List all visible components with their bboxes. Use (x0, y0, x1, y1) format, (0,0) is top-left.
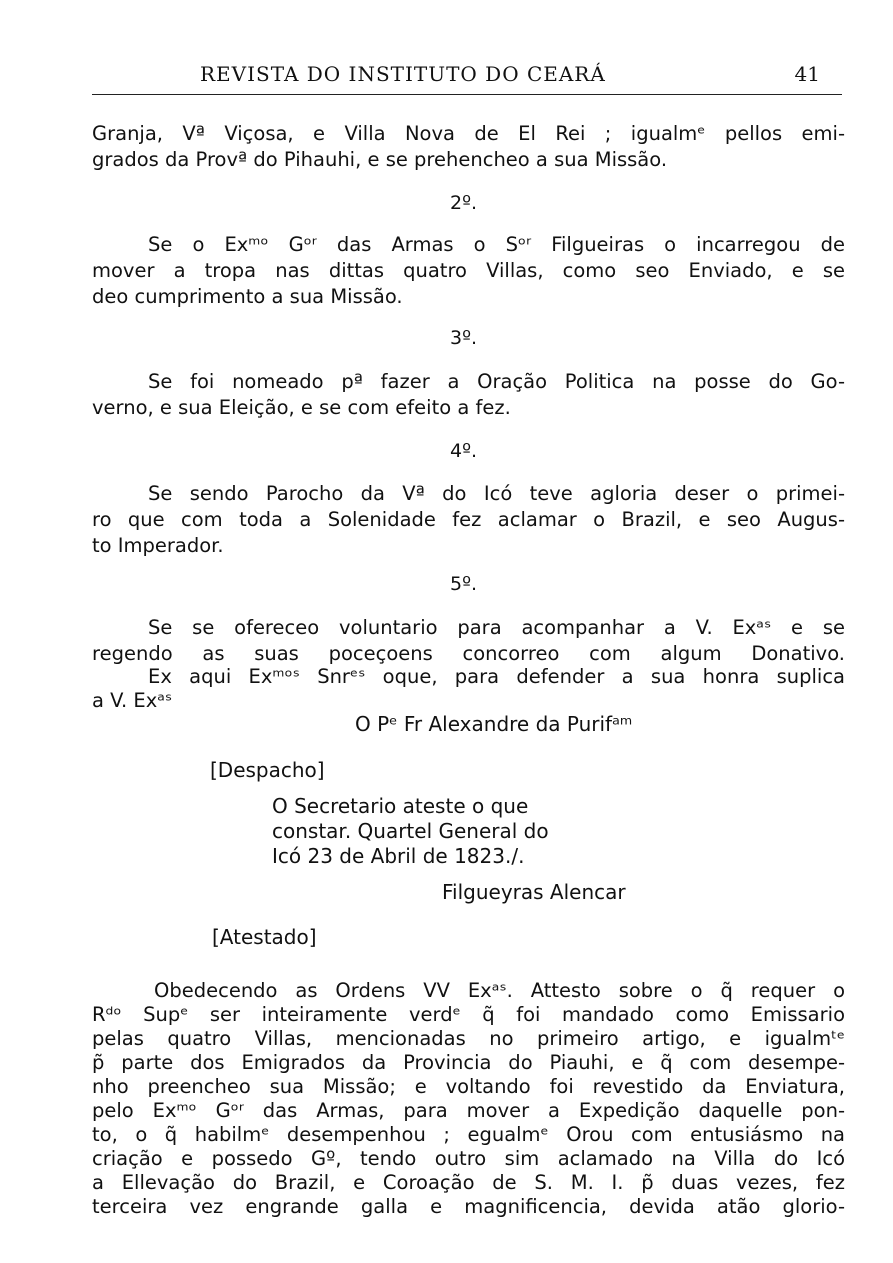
text-line: a V. Exᵃˢ (92, 689, 173, 712)
text-line: pelas quatro Villas, mencionadas no primeiro artigo, e igualmᵗᵉ (92, 1027, 845, 1050)
text-line: pelo Exᵐᵒ Gᵒʳ das Armas, para mover a Expedição daquelle pon- (92, 1099, 845, 1122)
despacho-line: constar. Quartel General do (272, 819, 549, 843)
despacho-line: Icó 23 de Abril de 1823./. (272, 844, 525, 868)
text-line: deo cumprimento a sua Missão. (92, 285, 403, 308)
text-line: to, o q̃ habilmᵉ desempenhou ; egualmᵉ Orou com entusiásmo na (92, 1123, 845, 1146)
item-number: 3º. (450, 327, 478, 349)
text-line: Obedecendo as Ordens VV Exᵃˢ. Attesto sobre o q̃ requer o (154, 979, 845, 1002)
text-line: regendo as suas poceçoens concorreo com algum Donativo. (92, 642, 845, 665)
text-line: verno, e sua Eleição, e se com efeito a fez. (92, 396, 511, 419)
text-line: a Ellevação do Brazil, e Coroação de S. M. I. p̃ duas vezes, fez (92, 1171, 845, 1194)
item-number: 2º. (450, 192, 478, 214)
text-line: Rᵈᵒ Supᵉ ser inteiramente verdᵉ q̃ foi mandado como Emissario (92, 1003, 845, 1026)
page-number: 41 (794, 62, 820, 86)
text-line: mover a tropa nas dittas quatro Villas, como seo Enviado, e se (92, 259, 845, 282)
journal-title: REVISTA DO INSTITUTO DO CEARÁ (200, 62, 606, 86)
text-line: Ex aqui Exᵐᵒˢ Snrᵉˢ oque, para defender a sua honra suplica (148, 665, 845, 688)
despacho-label: [Despacho] (210, 758, 325, 782)
item-number: 4º. (450, 440, 478, 462)
text-line: ro que com toda a Solenidade fez aclamar o Brazil, e seo Augus- (92, 508, 845, 531)
text-line: Se se ofereceo voluntario para acompanhar a V. Exᵃˢ e se (148, 616, 845, 639)
text-line: to Imperador. (92, 534, 224, 557)
item-number: 5º. (450, 573, 478, 595)
signature-priest: O Pᵉ Fr Alexandre da Purifᵃᵐ (355, 712, 633, 736)
running-header (92, 62, 842, 95)
text-line: terceira vez engrande galla e magnificencia, devida atão glorio- (92, 1195, 845, 1218)
atestado-label: [Atestado] (212, 925, 317, 949)
text-line: criação e possedo Gº, tendo outro sim aclamado na Villa do Icó (92, 1147, 845, 1170)
text-line: nho preencheo sua Missão; e voltando foi revestido da Enviatura, (92, 1075, 845, 1098)
text-line: p̃ parte dos Emigrados da Provincia do Piauhi, e q̃ com desempe- (92, 1051, 845, 1074)
text-line: Se foi nomeado pª fazer a Oração Politica na posse do Go- (148, 370, 845, 393)
text-line: Se sendo Parocho da Vª do Icó teve agloria deser o primei- (148, 482, 845, 505)
text-line: grados da Provª do Pihauhi, e se prehencheo a sua Missão. (92, 148, 668, 171)
despacho-line: O Secretario ateste o que (272, 794, 529, 818)
text-line: Granja, Vª Viçosa, e Villa Nova de El Rei ; igualmᵉ pellos emi- (92, 122, 845, 145)
text-line: Se o Exᵐᵒ Gᵒʳ das Armas o Sᵒʳ Filgueiras o incarregou de (148, 233, 845, 256)
signature-filgueyras: Filgueyras Alencar (442, 880, 626, 904)
